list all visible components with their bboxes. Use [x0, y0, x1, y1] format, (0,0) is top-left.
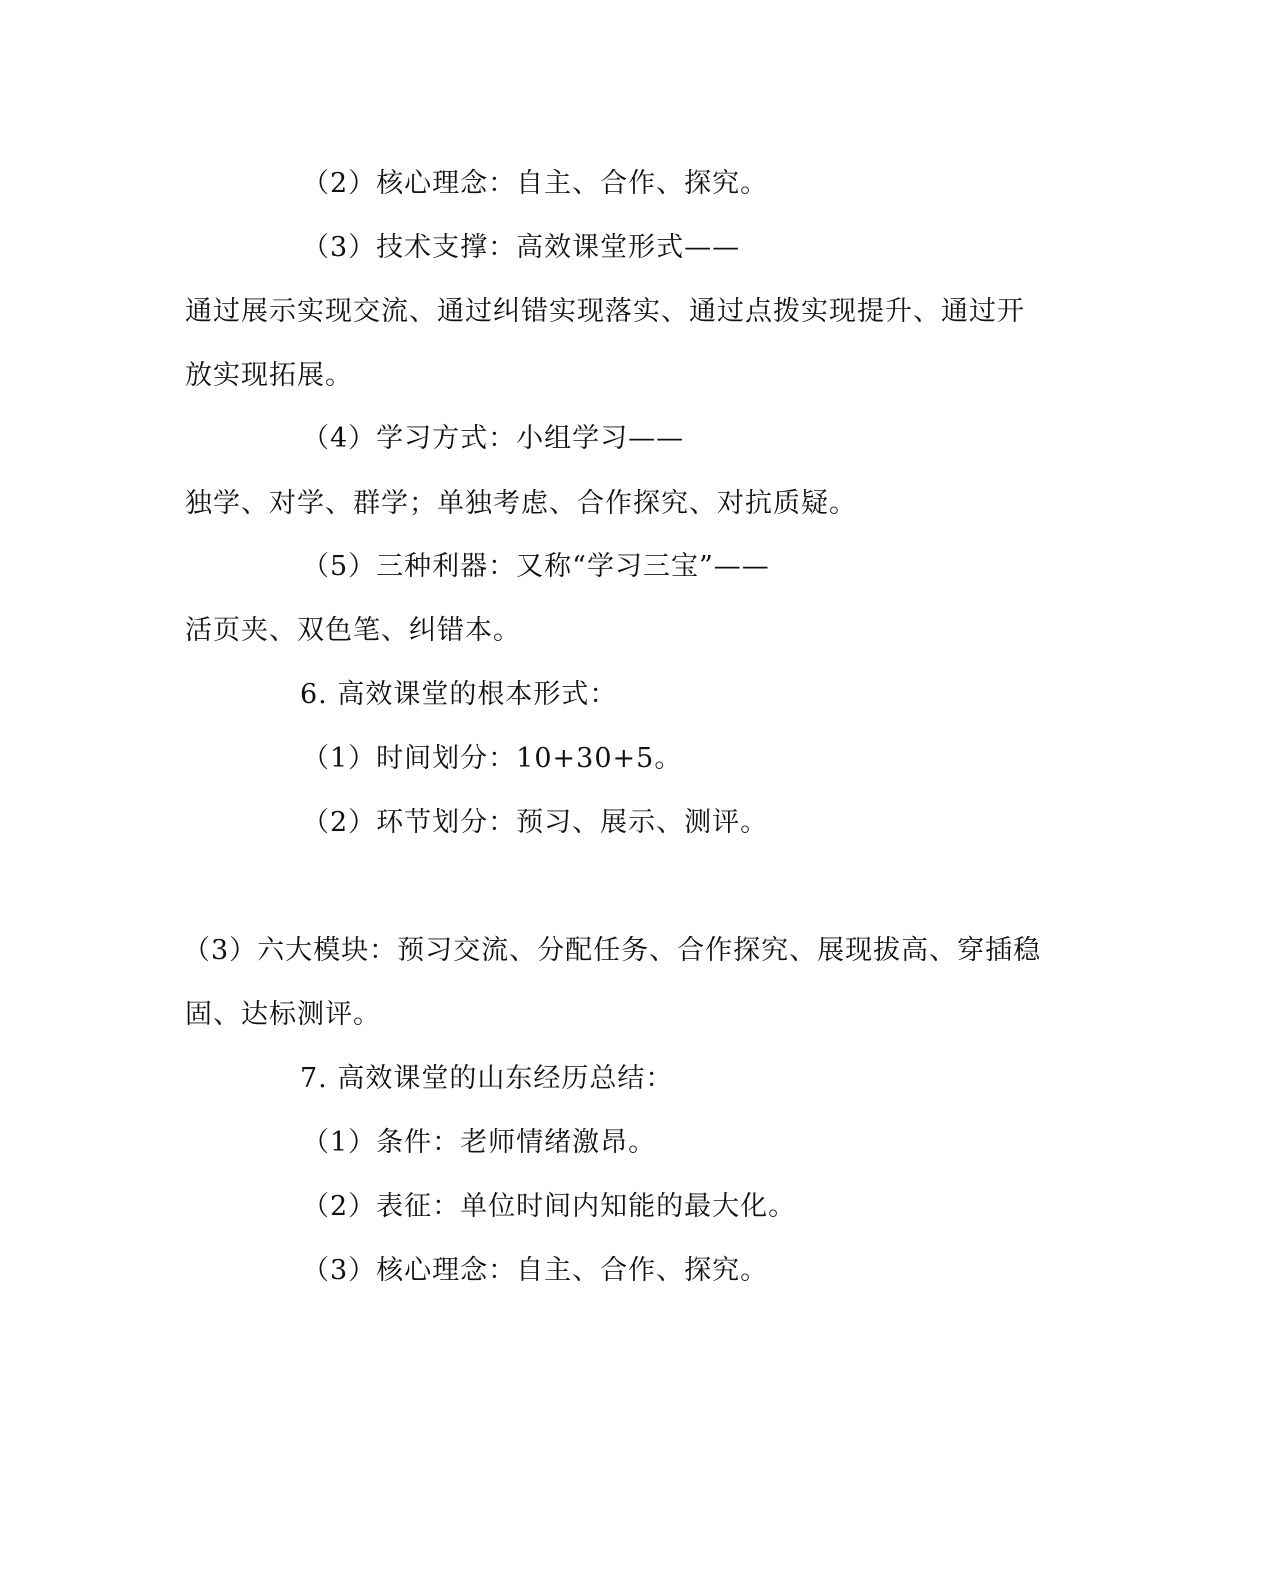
- text-line-three-tools: （5）三种利器：又称“学习三宝”——: [302, 551, 770, 582]
- text-line-learning-method-detail: 独学、对学、群学；单独考虑、合作探究、对抗质疑。: [185, 488, 857, 519]
- text-line-time-division: （1）时间划分：10+30+5。: [302, 743, 683, 774]
- text-line-characteristic: （2）表征：单位时间内知能的最大化。: [302, 1191, 797, 1222]
- text-line-tech-support-detail-cont: 放实现拓展。: [185, 360, 353, 391]
- text-line-tech-support-detail: 通过展示实现交流、通过纠错实现落实、通过点拨实现提升、通过开: [185, 296, 1025, 327]
- text-line-six-modules: （3）六大模块：预习交流、分配任务、合作探究、展现拔高、穿插稳: [183, 935, 1042, 966]
- text-line-condition: （1）条件：老师情绪激昂。: [302, 1127, 657, 1158]
- text-line-six-modules-cont: 固、达标测评。: [185, 999, 381, 1030]
- text-line-learning-method: （4）学习方式：小组学习——: [302, 423, 685, 454]
- text-line-stage-division: （2）环节划分：预习、展示、测评。: [302, 807, 769, 838]
- text-line-three-tools-detail: 活页夹、双色笔、纠错本。: [185, 615, 521, 646]
- text-line-core-concept-2: （3）核心理念：自主、合作、探究。: [302, 1255, 769, 1286]
- section-heading-shandong-summary: 7. 高效课堂的山东经历总结：: [300, 1063, 674, 1094]
- section-heading-basic-form: 6. 高效课堂的根本形式：: [300, 679, 618, 710]
- text-line-core-concept: （2）核心理念：自主、合作、探究。: [302, 168, 769, 199]
- text-line-tech-support: （3）技术支撑：高效课堂形式——: [302, 232, 741, 263]
